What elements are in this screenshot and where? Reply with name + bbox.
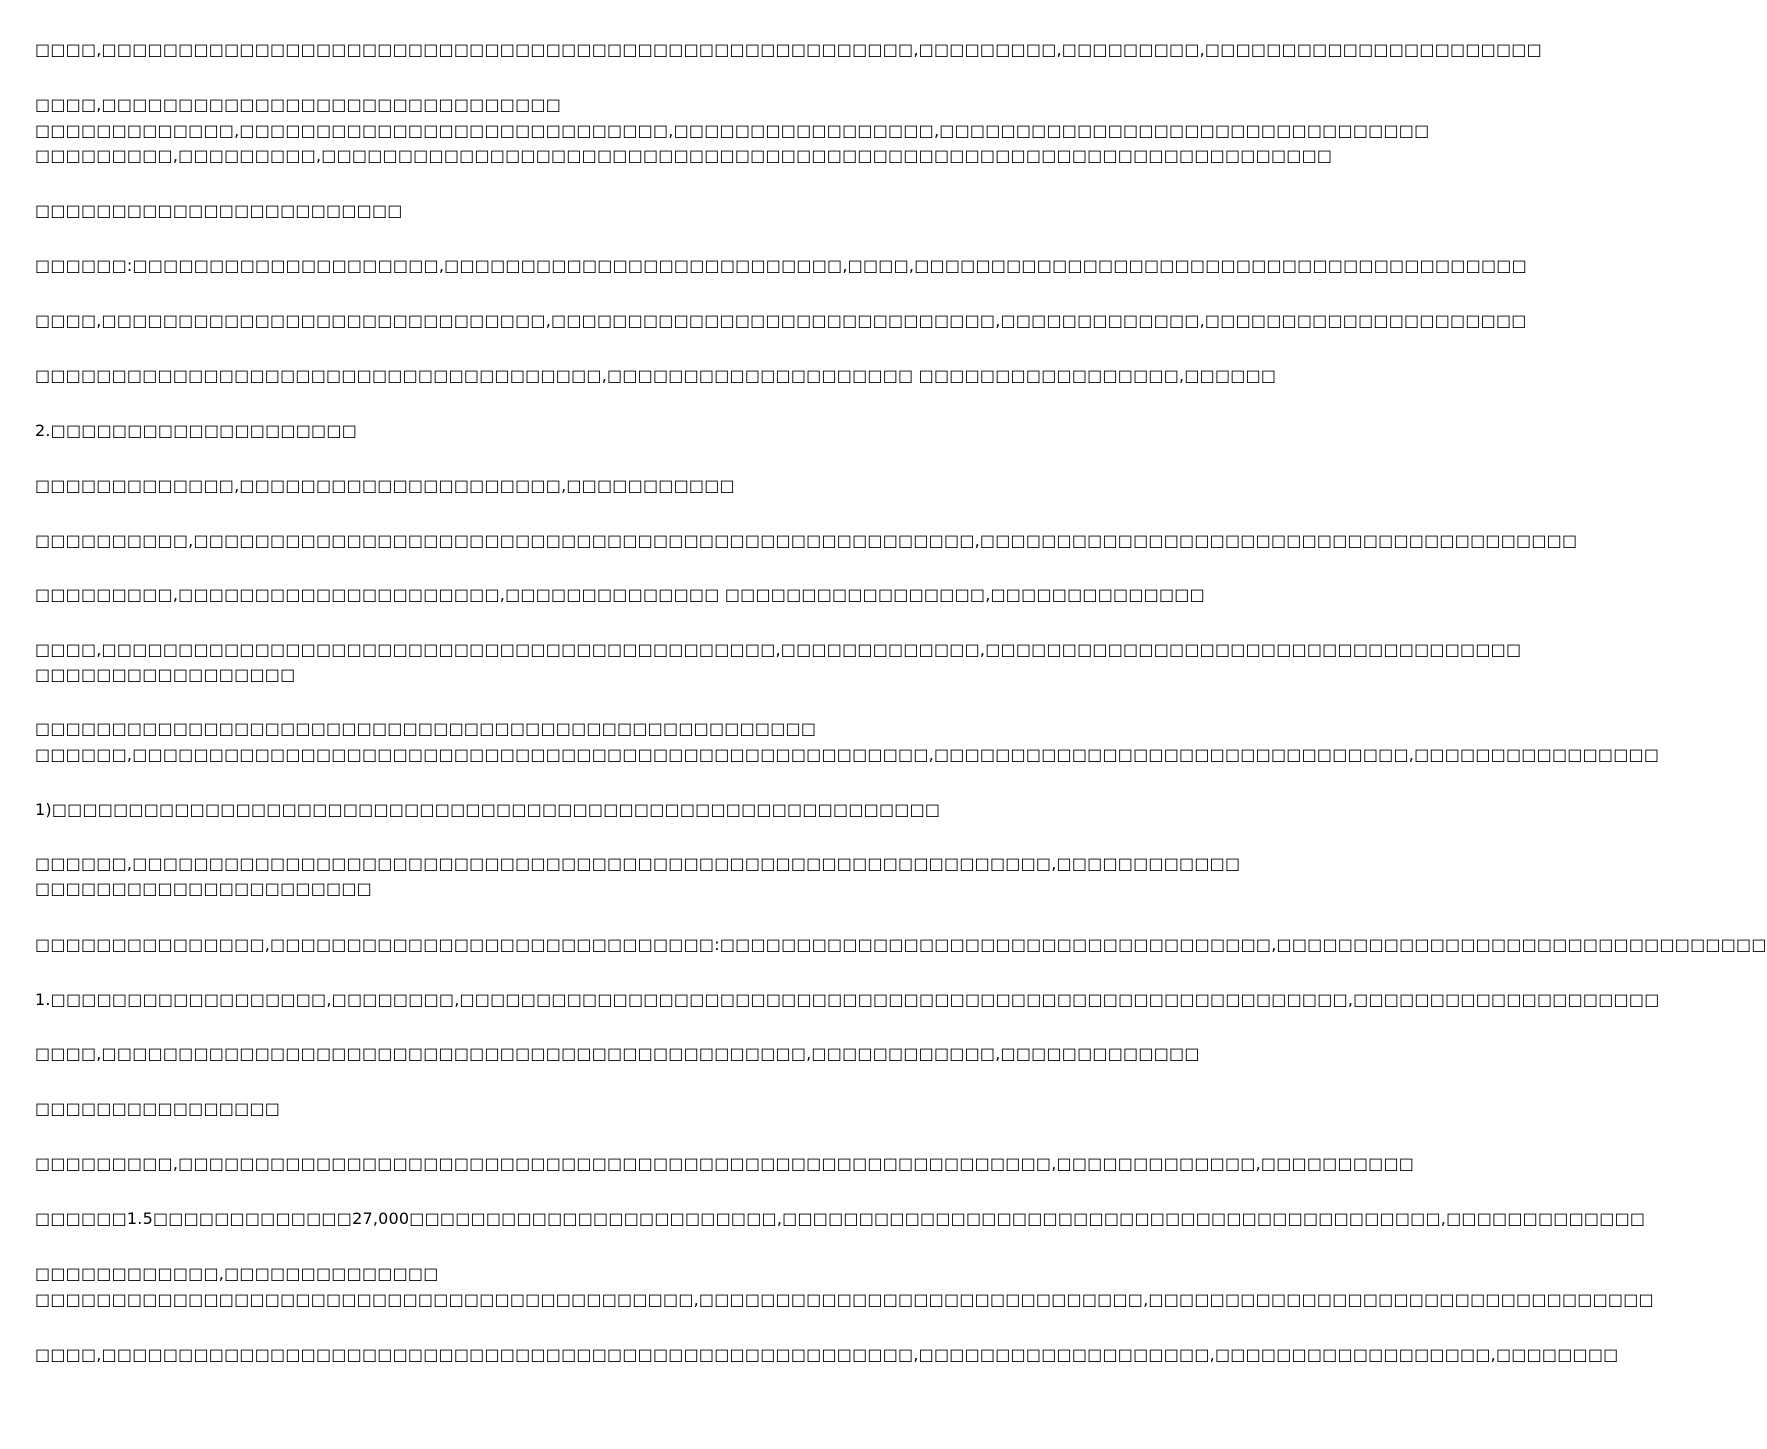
- text-line: □□□□,□□□□□□□□□□□□□□□□□□□□□□□□□□□□□□□□□□□□□□□□□□□□□□□□□□□□□,□□□□□□□□□,□□□□□□□□□,□□□□□□□□□□□□□□□□□□□□□□: [35, 40, 1542, 59]
- text-line: □□□□□□□□□□,□□□□□□□□□□□□□□□□□□□□□□□□□□□□□□□□□□□□□□□□□□□□□□□□□□□,□□□□□□□□□□□□□□□□□□□□□□□□□□□□□□□□□□□□□□□: [35, 531, 1578, 550]
- text-line: □□□□□□□□□,□□□□□□□□□,□□□□□□□□□□□□□□□□□□□□□□□□□□□□□□□□□□□□□□□□□□□□□□□□□□□□□□□□□□□□□□□□□□: [35, 146, 1333, 165]
- text-line: □□□□,□□□□□□□□□□□□□□□□□□□□□□□□□□□□□□□□□□□□□□□□□□□□,□□□□□□□□□□□□□,□□□□□□□□□□□□□□□□□□□□□□□□□□□□□□□□□□□: [35, 640, 1522, 659]
- text-line: □□□□□□,□□□□□□□□□□□□□□□□□□□□□□□□□□□□□□□□□□□□□□□□□□□□□□□□□□□□,□□□□□□□□□□□□□□□□□□□□□□□□□□□□□□□,□□□□□□□□□□□□□□□□: [35, 745, 1660, 764]
- text-line: □□□□□□□□□□□□□□□□□: [35, 665, 296, 684]
- text-line: □□□□,□□□□□□□□□□□□□□□□□□□□□□□□□□□□□□□□□□□□□□□□□□□□□□,□□□□□□□□□□□□,□□□□□□□□□□□□□: [35, 1044, 1200, 1063]
- text-line: □□□□□□□□□,□□□□□□□□□□□□□□□□□□□□□,□□□□□□□□□□□□□□ □□□□□□□□□□□□□□□□□,□□□□□□□□□□□□□□: [35, 585, 1205, 604]
- text-line: □□□□,□□□□□□□□□□□□□□□□□□□□□□□□□□□□□,□□□□□□□□□□□□□□□□□□□□□□□□□□□□□,□□□□□□□□□□□□□,□□□□□□□□□□□□□□□□□□□□□: [35, 311, 1527, 330]
- text-line: □□□□□□□□□□□□□□□□□□□□□□□□□□□□□□□□□□□□□□□□□□□□□□□□□□□: [35, 719, 817, 738]
- text-line: □□□□□□,□□□□□□□□□□□□□□□□□□□□□□□□□□□□□□□□□□□□□□□□□□□□□□□□□□□□□□□□□□□□,□□□□□□□□□□□□: [35, 854, 1241, 873]
- text-line: □□□□□□□□□□□□□□□□: [35, 1099, 281, 1118]
- text-line: □□□□□□□□□□□□□□□,□□□□□□□□□□□□□□□□□□□□□□□□□□□□□:□□□□□□□□□□□□□□□□□□□□□□□□□□□□□□□□□□□□,□□□□□□□□□□□□□□□□□□□□□□□□□□□□□□□□: [35, 935, 1767, 954]
- text-line: □□□□□□:□□□□□□□□□□□□□□□□□□□□,□□□□□□□□□□□□□□□□□□□□□□□□□□,□□□□,□□□□□□□□□□□□□□□□□□□□□□□□□□□□□□□□□□□□□□□□: [35, 256, 1527, 275]
- text-line: □□□□□□□□□□□□,□□□□□□□□□□□□□□: [35, 1264, 439, 1283]
- text-line: 1.□□□□□□□□□□□□□□□□□□,□□□□□□□□,□□□□□□□□□□□□□□□□□□□□□□□□□□□□□□□□□□□□□□□□□□□□□□□□□□□□□□□□□□,□□□□□□□□□□□□□□□□□□□□: [35, 990, 1660, 1009]
- text-line: □□□□□□□□□□□□□□□□□□□□□□□□: [35, 201, 403, 220]
- text-line: □□□□□□□□□□□□□□□□□□□□□□□□□□□□□□□□□□□□□,□□□□□□□□□□□□□□□□□□□□ □□□□□□□□□□□□□□□□□,□□□□□□: [35, 366, 1277, 385]
- document-body: [35, 0, 1767, 1449]
- text-line: □□□□□□□□□,□□□□□□□□□□□□□□□□□□□□□□□□□□□□□□□□□□□□□□□□□□□□□□□□□□□□□□□□□,□□□□□□□□□□□□□,□□□□□□□□□□: [35, 1154, 1415, 1173]
- text-line: □□□□□□□□□□□□□,□□□□□□□□□□□□□□□□□□□□□□□□□□□□,□□□□□□□□□□□□□□□□□,□□□□□□□□□□□□□□□□□□□□□□□□□□□□□□□□: [35, 121, 1430, 140]
- text-line: □□□□□□□□□□□□□,□□□□□□□□□□□□□□□□□□□□□,□□□□□□□□□□□: [35, 476, 735, 495]
- text-line: □□□□,□□□□□□□□□□□□□□□□□□□□□□□□□□□□□□□□□□□□□□□□□□□□□□□□□□□□□,□□□□□□□□□□□□□□□□□□□,□□□□□□□□□□□□□□□□□□,□□□□□□□□: [35, 1345, 1619, 1364]
- text-line: 2.□□□□□□□□□□□□□□□□□□□□: [35, 421, 358, 440]
- text-line: □□□□□□1.5□□□□□□□□□□□□□27,000□□□□□□□□□□□□□□□□□□□□□□□□,□□□□□□□□□□□□□□□□□□□□□□□□□□□□□□□□□□□□□□□□□□□,□□□□□□□□□□□□□: [35, 1209, 1646, 1228]
- text-line: □□□□,□□□□□□□□□□□□□□□□□□□□□□□□□□□□□□: [35, 95, 562, 114]
- text-line: □□□□□□□□□□□□□□□□□□□□□□□□□□□□□□□□□□□□□□□□□□□,□□□□□□□□□□□□□□□□□□□□□□□□□□□□□,□□□□□□□□□□□□□□□□□□□□□□□□□□□□□□□□□: [35, 1290, 1654, 1309]
- text-line: □□□□□□□□□□□□□□□□□□□□□□: [35, 879, 372, 898]
- text-line: 1)□□□□□□□□□□□□□□□□□□□□□□□□□□□□□□□□□□□□□□□□□□□□□□□□□□□□□□□□□□: [35, 800, 941, 819]
